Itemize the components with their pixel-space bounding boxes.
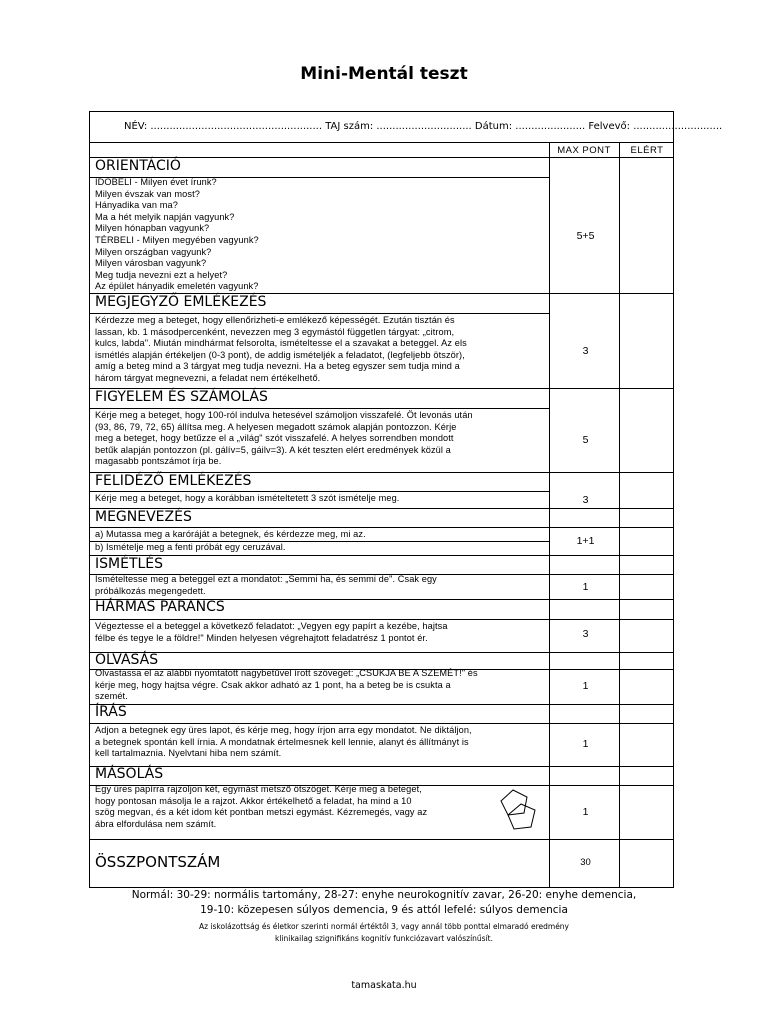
total-max-points: 30	[580, 857, 591, 868]
section-title-repetition: ISMÉTLÉS	[95, 556, 164, 572]
section-title-recall: FELIDÉZŐ EMLÉKEZÉS	[95, 473, 252, 489]
divider	[90, 704, 673, 705]
copying-max-points: 1	[582, 806, 589, 818]
page-title: Mini-Mentál teszt	[300, 64, 468, 84]
section-title-writing: ÍRÁS	[95, 704, 127, 720]
website-credit[interactable]: tamaskata.hu	[351, 980, 417, 991]
divider	[90, 652, 673, 653]
got-column-divider	[619, 143, 620, 887]
section-title-command: HÁRMAS PARANCS	[95, 599, 225, 615]
score-interpretation-line-1: Normál: 30-29: normális tartomány, 28-27: enyhe neurokognitív zavar, 26-20: enyhe demencia,	[131, 889, 637, 901]
section-title-copying: MÁSOLÁS	[95, 766, 164, 782]
divider	[90, 555, 673, 556]
max-column-divider	[549, 143, 550, 887]
divider	[90, 408, 549, 409]
attention-max-points: 5	[582, 434, 589, 446]
section-title-attention: FIGYELEM ÉS SZÁMOLÁS	[95, 389, 268, 405]
patient-fields[interactable]: NÉV: ...................................................... TAJ szám: .............................. Dátum: ...................... Felvevő: ............................	[124, 121, 723, 132]
naming-max-points: 1+1	[576, 535, 595, 547]
divider	[90, 723, 673, 724]
orientation-questions: IDŐBELI - Milyen évet írunk? Milyen évszak van most? Hányadika van ma? Ma a hét melyik napján vagyunk? Milyen hónapban vagyunk? TÉRBELI - Milyen megyében vagyunk? Milyen országban vagyunk? Milyen városban vagyunk? Meg tudja nevezni ezt a helyet? Az épület hányadik emeletén vagyunk?	[95, 177, 259, 292]
clinical-note-line-2: klinikailag szignifikáns kognitív funkciózavart valószínűsít.	[275, 934, 493, 943]
naming-item-b: b) Ismételje meg a fenti próbát egy ceruzával.	[95, 542, 286, 552]
attention-instructions: Kérje meg a beteget, hogy 100-ról indulva hetesével számoljon visszafelé. Öt levonás után (93, 86, 79, 72, 65) állítsa meg. A helyesen megadott számok alapján pontozzon. Kérje meg a beteget, hogy betűzze el a „világ" szót visszafelé. A helyes sorrendben mondott betűk alapján pontozzon (pl. gálív=5, gáilv=3). A két teszten elért eredmények közül a magasabb pontszámot írja be.	[95, 410, 473, 467]
memory-max-points: 3	[582, 345, 589, 357]
clinical-note-line-1: Az iskolázottság és életkor szerinti normál értéktől 3, vagy annál több ponttal elmaradó eredmény	[198, 922, 570, 931]
section-title-reading: OLVASÁS	[95, 652, 159, 668]
section-title-memory: MEGJEGYZŐ EMLÉKEZÉS	[95, 294, 267, 310]
command-instructions: Végeztesse el a beteggel a következő feladatot: „Vegyen egy papírt a kezébe, hajtsa félbe és tegye le a földre!" Minden helyesen végrehajtott feladatrész 1 pontot ér.	[95, 621, 448, 643]
recall-max-points: 3	[582, 494, 589, 506]
copying-instructions: Egy üres papírra rajzoljon két, egymást metsző ötszöget. Kérje meg a beteget, hogy pontosan másolja le a rajzot. Akkor értékelhető a feladat, ha mind a 10 szög megvan, és a két idom két pontban metszi egymást. Kézremegés, vagy az ábra elfordulása nem számít.	[95, 784, 428, 829]
divider	[90, 619, 673, 620]
repetition-instructions: Ismételtesse meg a beteggel ezt a mondatot: „Semmi ha, és semmi de". Csak egy próbálkozás megengedett.	[95, 574, 437, 596]
assessment-form	[89, 111, 723, 888]
memory-instructions: Kérdezze meg a beteget, hogy ellenőrizheti-e emlékező képességét. Ezután tisztán és lassan, kb. 1 másodpercenként, nevezzen meg 3 egymástól független tárgyat: „citrom, kulcs, labda". Miután mindhármat felsorolta, ismételtesse el a szavakat a beteggel. Az els ismétlés alapján értékeljen (0-3 pont), de addig ismételjék a feladatot, (legfeljebb ötször), amíg a beteg mind a 3 tárgyat meg tudja nevezni. Ha a beteg egyszer sem tudja mind a három tárgyat megnevezni, a feladat nem értékelhető.	[95, 315, 467, 383]
divider	[90, 527, 673, 528]
divider	[90, 491, 549, 492]
orientation-max-points: 5+5	[576, 230, 595, 242]
reading-instructions: Olvastassa el az alábbi nyomtatott nagybetűvel írott szöveget: „CSUKJA BE A SZEMÉT!" és kérje meg, hogy hajtsa végre. Csak akkor adható az 1 pont, ha a beteg be is csukta a szemét.	[95, 668, 478, 702]
max-points-header: MAX PONT	[557, 145, 611, 156]
naming-item-a: a) Mutassa meg a karóráját a betegnek, és kérdezze meg, mi az.	[95, 529, 366, 539]
divider	[90, 313, 549, 314]
reading-max-points: 1	[582, 680, 589, 692]
section-title-orientation: ORIENTÁCIÓ	[95, 158, 181, 174]
divider	[90, 839, 673, 840]
writing-instructions: Adjon a betegnek egy üres lapot, és kérje meg, hogy írjon arra egy mondatot. Ne diktáljon, a betegnek spontán kell írnia. A mondatnak értelmesnek kell lennie, alanyt és állítmányt is kell tartalmaznia. Nyelvtani hiba nem számít.	[95, 725, 472, 759]
points-earned-header: ELÉRT	[630, 145, 664, 156]
command-max-points: 3	[582, 628, 589, 640]
writing-max-points: 1	[582, 738, 589, 750]
divider	[90, 766, 673, 767]
section-title-total: ÖSSZPONTSZÁM	[95, 853, 221, 871]
patient-header	[90, 112, 723, 143]
score-interpretation-line-2: 19-10: közepesen súlyos demencia, 9 és attól lefelé: súlyos demencia	[200, 904, 568, 916]
intersecting-pentagons-figure	[494, 787, 548, 837]
recall-instructions: Kérje meg a beteget, hogy a korábban ismételtetett 3 szót ismételje meg.	[95, 493, 400, 503]
repetition-max-points: 1	[582, 581, 589, 593]
section-title-naming: MEGNEVEZÉS	[95, 509, 192, 525]
